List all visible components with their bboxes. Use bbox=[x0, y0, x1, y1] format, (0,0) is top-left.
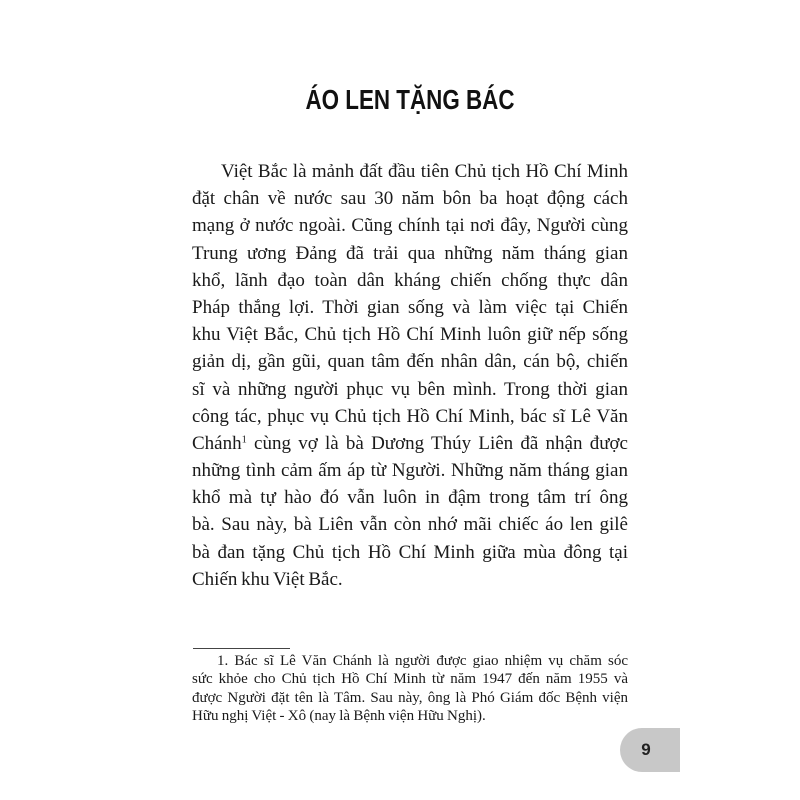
footnote-line: Hữu nghị Việt - Xô (nay là Bệnh viện Hữu Nghị). bbox=[192, 707, 486, 724]
body-line: Chiến khu Việt Bắc. bbox=[192, 568, 343, 590]
body-line: công tác, phục vụ Chủ tịch Hồ Chí Minh, bác sĩ Lê Văn bbox=[192, 405, 628, 427]
body-text bbox=[192, 158, 628, 593]
body-line-text: cùng vợ là bà Dương Thúy Liên đã nhận được bbox=[246, 432, 628, 454]
chapter-title: ÁO LEN TẶNG BÁC bbox=[305, 84, 515, 115]
body-line: mạng ở nước ngoài. Cũng chính tại nơi đây, Người cùng bbox=[192, 215, 628, 237]
page-number: 9 bbox=[641, 740, 651, 759]
body-line: Pháp thắng lợi. Thời gian sống và làm việc tại Chiến bbox=[192, 296, 628, 318]
footnote-line: sức khỏe cho Chủ tịch Hồ Chí Minh từ năm 1947 đến năm 1955 và bbox=[192, 671, 628, 688]
footnote-reference: 1 bbox=[241, 434, 247, 446]
body-line: khu Việt Bắc, Chủ tịch Hồ Chí Minh luôn giữ nếp sống bbox=[192, 324, 628, 346]
footnote-line: 1. Bác sĩ Lê Văn Chánh là người được giao nhiệm vụ chăm sóc bbox=[217, 653, 628, 669]
body-line: khổ, lãnh đạo toàn dân kháng chiến chống thực dân bbox=[192, 269, 628, 291]
body-line: sĩ và những người phục vụ bên mình. Trong thời gian bbox=[192, 378, 628, 400]
footnote-line: được Người đặt tên là Tâm. Sau này, ông là Phó Giám đốc Bệnh viện bbox=[192, 689, 628, 706]
body-line: khổ mà tự hào đó vẫn luôn in đậm trong tâm trí ông bbox=[192, 487, 628, 509]
body-line: bà. Sau này, bà Liên vẫn còn nhớ mãi chiếc áo len gilê bbox=[192, 514, 628, 536]
body-line: đặt chân về nước sau 30 năm bôn ba hoạt động cách bbox=[192, 188, 628, 210]
page-number-tab bbox=[620, 728, 680, 772]
body-line: Việt Bắc là mảnh đất đầu tiên Chủ tịch Hồ Chí Minh bbox=[221, 161, 628, 182]
body-line: những tình cảm ấm áp từ Người. Những năm tháng gian bbox=[192, 460, 628, 482]
body-line: bà đan tặng Chủ tịch Hồ Chí Minh giữa mùa đông tại bbox=[192, 541, 628, 563]
footnote-separator bbox=[193, 648, 290, 649]
body-line: giản dị, gần gũi, quan tâm đến nhân dân, cán bộ, chiến bbox=[192, 351, 628, 373]
body-line-with-footnote-ref bbox=[192, 430, 628, 457]
body-line-text: Chánh bbox=[192, 432, 242, 454]
body-line: Trung ương Đảng đã trải qua những năm tháng gian bbox=[192, 242, 628, 264]
footnotes bbox=[192, 652, 628, 725]
